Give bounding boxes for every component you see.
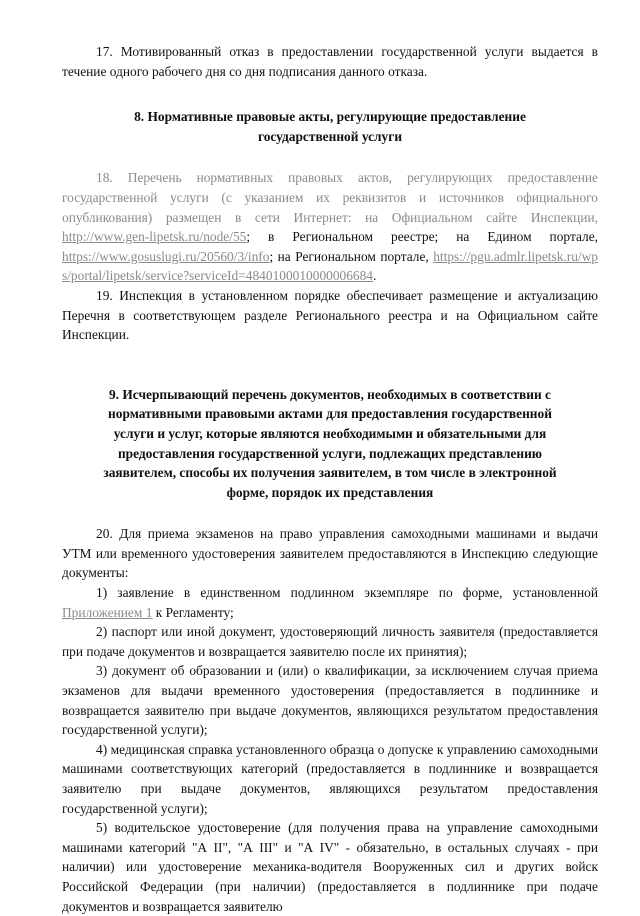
- paragraph-18-text-end: .: [373, 268, 377, 284]
- paragraph-19: 19. Инспекция в установленном порядке обеспечивает размещение и актуализацию Перечня в соответствующем разделе Регионального реестра и на Официальном сайте Инспекции.: [62, 287, 598, 343]
- list-item-5: 5) водительское удостоверение (для получения права на управление самоходными машинами категорий "А II", "А III" и "А IV" - обязательно, в остальных случаях - при наличии) или удостоверение механика-водителя Вооруженных сил и других войск Российской Федерации (при наличии) (предоставляется в подлиннике при подаче документов и возвращается заявителю: [62, 820, 598, 914]
- section-9-heading: 9. Исчерпывающий перечень документов, необходимых в соответствии с нормативными правовыми актами для предоставления государственной услуги и услуг, которые являются необходимыми и обязательными для предоставления государственной услуги, подлежащих представлению заявителем, способы их получения заявителем, в том числе в электронной форме, порядок их представления: [103, 386, 557, 500]
- link-appendix-1[interactable]: Приложением 1: [62, 604, 153, 620]
- paragraph-18-text-start: 18. Перечень нормативных правовых актов, регулирующих предоставление государственной услуги (с указанием их реквизитов и источников официального опубликования) размещен в сети Интернет: на Официальном сайте Инспекции,: [62, 170, 598, 225]
- list-item-1: [62, 583, 598, 622]
- paragraph-20: 20. Для приема экзаменов на право управления самоходными машинами и выдачи УТМ или временного удостоверения заявителем предоставляются в Инспекцию следующие документы:: [62, 526, 598, 581]
- link-unified-portal[interactable]: https://www.gosuslugi.ru/20560/3/info: [62, 248, 270, 264]
- list-item-3: 3) документ об образовании и (или) о квалификации, за исключением случая приема экзаменов для выдачи временного удостоверения (предоставляется в подлиннике и возвращается заявителю при выдаче документов, являющихся результатом предоставления государственной услуги);: [62, 663, 598, 738]
- list-item-4: 4) медицинская справка установленного образца о допуске к управлению самоходными машинами соответствующих категорий (предоставляется в подлиннике и возвращается заявителю при выдаче документов, являющихся результатом предоставления государственной услуги);: [62, 741, 598, 816]
- section-8-heading: 8. Нормативные правовые акты, регулирующие предоставление государственной услуги: [134, 109, 526, 144]
- list-item-1-text: 1) заявление в единственном подлинном экземпляре по форме, установленной: [96, 585, 598, 601]
- paragraph-18-text-mid2: ; на Региональном портале,: [269, 248, 429, 264]
- paragraph-18: [62, 168, 598, 286]
- link-official-site[interactable]: http://www.gen-lipetsk.ru/node/55: [62, 229, 247, 245]
- list-item-2: 2) паспорт или иной документ, удостоверяющий личность заявителя (предоставляется при подаче документов и возвращается заявителю после их принятия);: [62, 624, 598, 659]
- link-regional-portal[interactable]: https://pgu.admlr.lipetsk.ru/wps/portal/lipetsk/service?serviceId=4840100010000006684: [62, 248, 598, 284]
- list-item-1-text-end: к Регламенту;: [152, 604, 234, 620]
- paragraph-18-text-mid1: ; в Региональном реестре; на Едином портале,: [246, 229, 598, 245]
- paragraph-17: 17. Мотивированный отказ в предоставлении государственной услуги выдается в течение одного рабочего дня со дня подписания данного отказа.: [62, 44, 598, 79]
